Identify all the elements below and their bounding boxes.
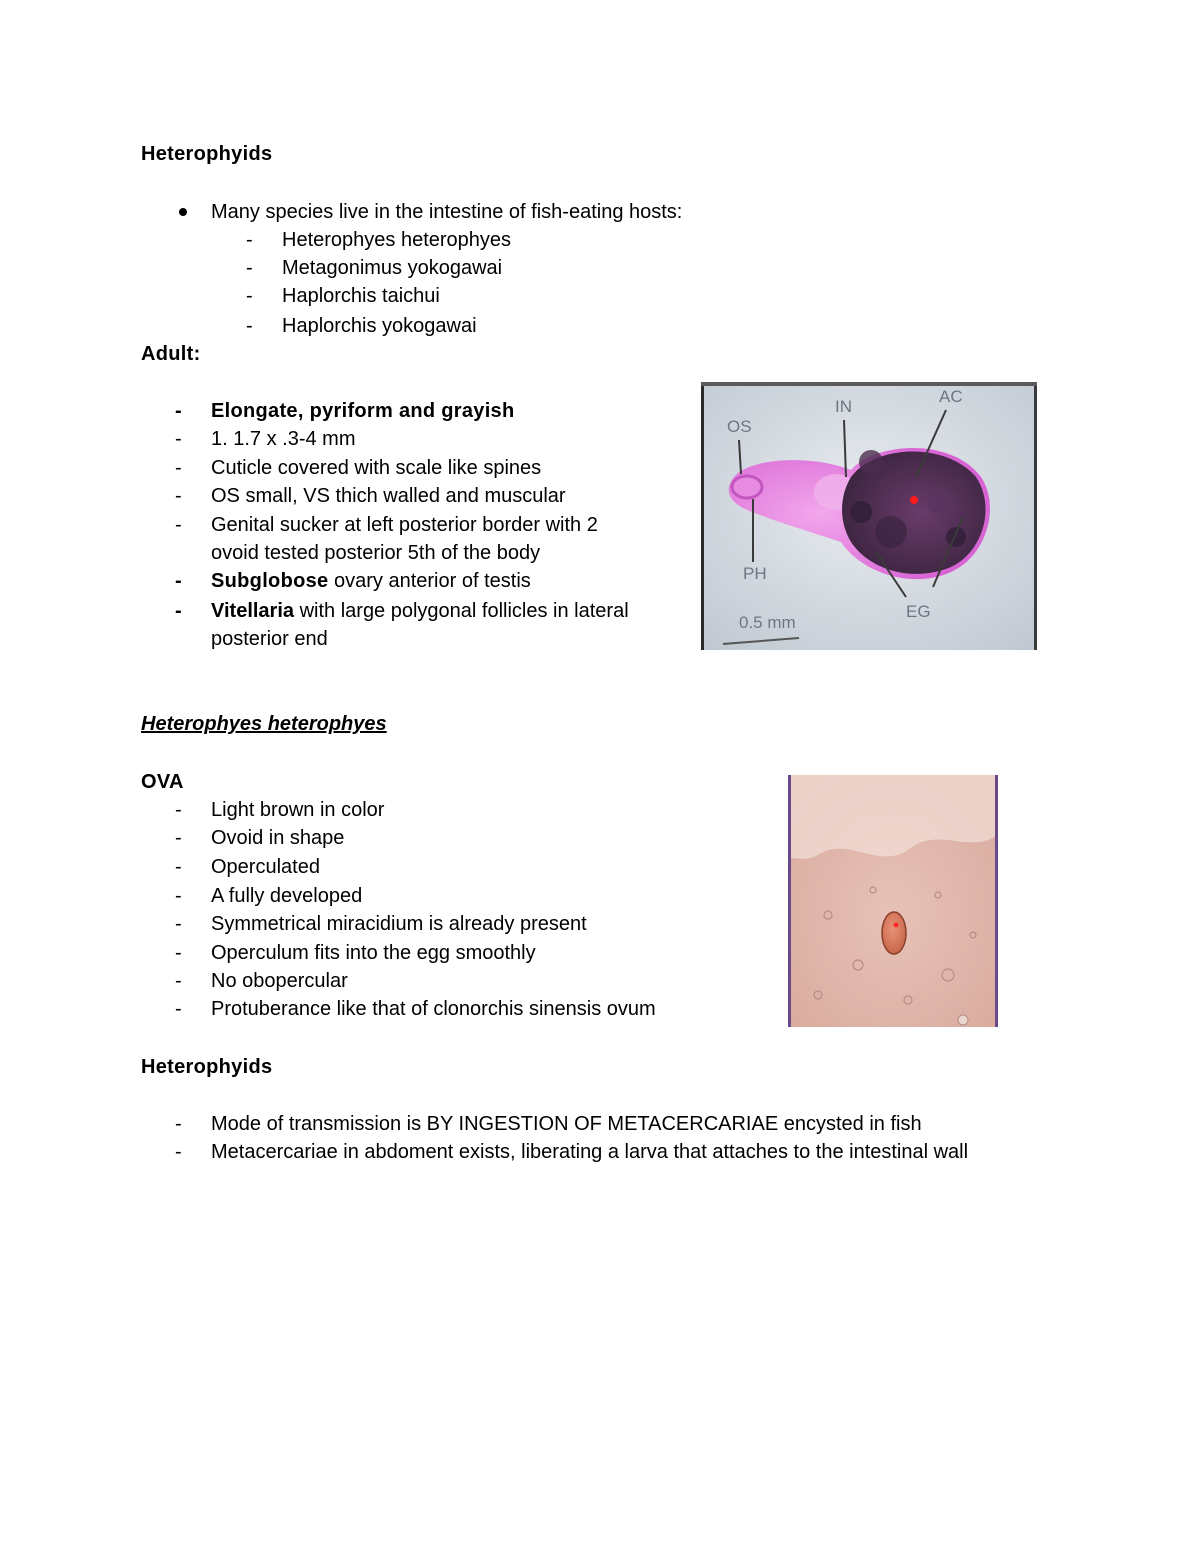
dash-icon: - bbox=[175, 400, 182, 422]
label-ac: AC bbox=[939, 387, 963, 406]
dash-icon: - bbox=[175, 856, 182, 878]
adult-heading: Adult: bbox=[141, 343, 201, 365]
adult-item: Genital sucker at left posterior border with 2 bbox=[211, 514, 598, 536]
dash-icon: - bbox=[246, 315, 253, 337]
ovum-image bbox=[788, 775, 998, 1027]
adult-item-continued: posterior end bbox=[211, 628, 328, 650]
ova-item: Operculum fits into the egg smoothly bbox=[211, 942, 536, 964]
species-item: Metagonimus yokogawai bbox=[282, 257, 503, 279]
dash-icon: - bbox=[175, 600, 182, 622]
dash-icon: - bbox=[246, 285, 253, 307]
dash-icon: - bbox=[246, 229, 253, 251]
dash-icon: - bbox=[175, 1113, 182, 1135]
label-os: OS bbox=[727, 417, 752, 436]
dash-icon: - bbox=[175, 970, 182, 992]
dash-icon: - bbox=[175, 570, 182, 592]
intro-bullet-text: Many species live in the intestine of fish-eating hosts: bbox=[211, 201, 683, 223]
ova-item: Symmetrical miracidium is already present bbox=[211, 913, 587, 935]
section-heading-heterophyids: Heterophyids bbox=[141, 143, 273, 165]
dash-icon: - bbox=[175, 428, 182, 450]
adult-item bbox=[211, 397, 515, 425]
dash-icon: - bbox=[175, 457, 182, 479]
bullet-icon bbox=[179, 208, 187, 216]
ova-item: Protuberance like that of clonorchis sinensis ovum bbox=[211, 998, 656, 1020]
label-ph: PH bbox=[743, 564, 767, 583]
adult-item bbox=[211, 567, 531, 595]
dash-icon: - bbox=[246, 257, 253, 279]
adult-item-rest: ovary anterior of testis bbox=[328, 570, 531, 592]
dash-icon: - bbox=[175, 998, 182, 1020]
transmission-item: Mode of transmission is BY INGESTION OF METACERCARIAE encysted in fish bbox=[211, 1113, 922, 1135]
dash-icon: - bbox=[175, 942, 182, 964]
species-item: Haplorchis taichui bbox=[282, 285, 440, 307]
species-item: Heterophyes heterophyes bbox=[282, 229, 512, 251]
ova-item: Ovoid in shape bbox=[211, 827, 345, 849]
dash-icon: - bbox=[175, 913, 182, 935]
adult-item-bold: Vitellaria bbox=[211, 600, 295, 622]
adult-item-bold: Elongate, pyriform and grayish bbox=[211, 400, 515, 422]
ova-item: No obopercular bbox=[211, 970, 348, 992]
dash-icon: - bbox=[175, 485, 182, 507]
section-heading-heterophyids-2: Heterophyids bbox=[141, 1056, 273, 1078]
dash-icon: - bbox=[175, 1141, 182, 1163]
dash-icon: - bbox=[175, 514, 182, 536]
adult-fluke-image bbox=[701, 382, 1037, 650]
dash-icon: - bbox=[175, 799, 182, 821]
label-eg: EG bbox=[906, 602, 931, 621]
adult-item-rest: with large polygonal follicles in lateral bbox=[294, 600, 629, 622]
dash-icon: - bbox=[175, 885, 182, 907]
heterophyes-title: Heterophyes heterophyes bbox=[141, 713, 387, 735]
adult-item bbox=[211, 597, 629, 625]
ova-item: Light brown in color bbox=[211, 799, 385, 821]
adult-item-bold: Subglobose bbox=[211, 570, 329, 592]
adult-item-continued: ovoid tested posterior 5th of the body bbox=[211, 542, 541, 564]
adult-item: Cuticle covered with scale like spines bbox=[211, 457, 542, 479]
transmission-item: Metacercariae in abdoment exists, liberating a larva that attaches to the intestinal wall bbox=[211, 1141, 969, 1163]
adult-item: OS small, VS thich walled and muscular bbox=[211, 485, 566, 507]
ova-item: A fully developed bbox=[211, 885, 363, 907]
dash-icon: - bbox=[175, 827, 182, 849]
label-in: IN bbox=[835, 397, 852, 416]
adult-item: 1. 1.7 x .3-4 mm bbox=[211, 428, 356, 450]
species-item: Haplorchis yokogawai bbox=[282, 315, 477, 337]
ova-heading: OVA bbox=[141, 771, 184, 793]
ova-item: Operculated bbox=[211, 856, 320, 878]
label-scale: 0.5 mm bbox=[739, 613, 796, 632]
